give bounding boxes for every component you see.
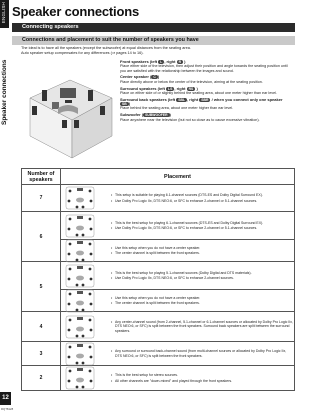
front-heading-end: ) (184, 59, 186, 64)
subwoofer-heading: Subwoofer ( (120, 112, 144, 118)
list-item: • Use this setup when you do not have a center speaker. (111, 246, 294, 250)
table-row (22, 212, 295, 240)
surround-back-text: Place behind the seating area, about one meter higher than ear level. (120, 106, 234, 111)
side-section-title: Speaker connections (1, 59, 8, 125)
chip-surround-left: LS (168, 86, 173, 91)
speaker-placement-mini-diagram (65, 342, 95, 366)
speaker-count: 6 (22, 212, 61, 262)
speaker-count: 2 (22, 366, 61, 391)
language-label: ENGLISH (1, 2, 6, 24)
chip-front-left: L (160, 60, 163, 64)
subwoofer-block (120, 113, 292, 122)
placement-notes (61, 296, 294, 305)
speaker-placement-mini-diagram (65, 239, 95, 263)
list-item: • Use this setup when you do not have a center speaker. (111, 296, 294, 300)
surround-heading-mid: , right (174, 85, 186, 91)
subsection-bar: Connections and placement to suit the number of speakers you have (12, 36, 295, 45)
chip-subwoofer: SUBWOOFER (145, 113, 168, 118)
placement-cell (61, 212, 295, 240)
chip-surround-back-single: SB (122, 102, 127, 107)
list-item: • Use Dolby Pro Logic IIx, DTS NEO:6, or SFC to enhance 2-channel sources. (111, 276, 294, 280)
list-item: • This is the best setup for playing 6.1-channel sources (DTS-ES and Dolby Digital Surround EX). (111, 221, 294, 225)
front-heading: Front speakers (left (120, 59, 158, 64)
list-item: • The center channel is split between the front speakers. (111, 251, 294, 255)
speaker-placement-mini-diagram (65, 366, 95, 390)
subwoofer-heading-end: ) (169, 112, 171, 118)
surround-speakers-block (120, 87, 292, 96)
speaker-count: 7 (22, 185, 61, 212)
list-item: • Any surround or surround back-channel sound (from multi-channel sources or allocated by Dolby Pro Logic IIx, DTS NEO:6, or SFC) is split between the front speakers. (111, 349, 294, 357)
placement-cell (61, 312, 295, 342)
placement-cell (61, 240, 295, 262)
table-row (22, 366, 295, 391)
center-speaker-block (120, 75, 292, 84)
page-number: 12 (0, 392, 11, 405)
chip-surround-right: RS (188, 86, 194, 91)
subwoofer-text: Place anywhere near the television (but not so close as to cause excessive vibration). (120, 117, 260, 122)
placement-notes (61, 349, 294, 357)
chip-center: C (153, 75, 156, 80)
surround-speakers-text: Place on either side of or slightly behind the seating area, about one meter higher than ear level. (120, 90, 278, 95)
table-row (22, 290, 295, 312)
surround-heading: Surround speakers (left (120, 85, 165, 91)
speaker-placement-mini-diagram (65, 289, 95, 313)
col-placement: Placement (61, 169, 295, 185)
placement-table-body (22, 185, 295, 391)
placement-notes (61, 320, 294, 333)
placement-notes (61, 373, 294, 382)
table-row (22, 312, 295, 342)
document-code: RQT8128 (1, 407, 14, 411)
list-item: • The center channel is split between the front speakers. (111, 301, 294, 305)
chip-front-right: R (178, 60, 182, 64)
speaker-placement-mini-diagram (65, 214, 95, 238)
placement-cell (61, 290, 295, 312)
list-item: • Use Dolby Pro Logic IIx, DTS NEO:6, or SFC to enhance 2-channel or 5.1-channel sources. (111, 226, 294, 230)
speaker-count: 4 (22, 312, 61, 342)
center-heading: Center speaker ( (120, 74, 152, 80)
surround-back-heading: Surround back speakers (left (120, 96, 176, 102)
intro-text (21, 46, 291, 55)
surround-heading-end: ) (196, 85, 198, 91)
list-item: • This is the best setup for playing 5.1-channel sources (Dolby Digital and DTS materials). (111, 271, 294, 275)
placement-cell (61, 366, 295, 391)
surround-back-block (120, 98, 292, 111)
chip-surround-back-left: SBL (178, 97, 186, 102)
speaker-placement-mini-diagram (65, 315, 95, 339)
front-speakers-block (120, 60, 292, 73)
page-title: Speaker connections (12, 4, 139, 19)
placement-cell (61, 262, 295, 290)
speaker-count: 5 (22, 262, 61, 312)
room-layout-diagram (22, 58, 117, 163)
language-tab (0, 0, 9, 28)
intro-line-2: Auto speaker setup compensates for any differences (⇒ pages 14 to 16). (21, 50, 144, 55)
speaker-placement-mini-diagram (65, 264, 95, 288)
chip-surround-back-right: SBR (201, 97, 209, 102)
center-speaker-text: Place directly above or below the center of the television, aiming at the seating position. (120, 79, 263, 84)
front-speakers-text: Place either side of the television, then adjust their position and angle towards the seating position until you are satisfied with the relationship between the images and sound. (120, 64, 288, 73)
table-row (22, 262, 295, 290)
list-item: • This setup is suitable for playing 6.1-channel sources (DTS-ES and Dolby Digital Surround EX). (111, 193, 294, 197)
list-item: • Any center-channel sound (from 2-channel, 5.1-channel or 6.1-channel sources or allocated by Dolby Pro Logic IIx, DTS NEO:6, or SFC) is split between the front speakers. Surround back speakers are split between the surround speakers. (111, 320, 294, 333)
placement-notes (61, 193, 294, 202)
table-row (22, 342, 295, 366)
placement-notes (61, 271, 294, 280)
surround-back-heading-end: ) (128, 101, 131, 107)
table-row (22, 185, 295, 212)
placement-descriptions (120, 60, 292, 125)
list-item: • Use Dolby Pro Logic IIx, DTS NEO:6, or SFC to enhance 2-channel or 5.1-channel sources. (111, 199, 294, 203)
placement-table (21, 168, 295, 391)
placement-notes (61, 221, 294, 230)
intro-line-1: The ideal is to have all the speakers (except the subwoofer) at equal distances from the seating area. (21, 46, 191, 50)
front-heading-mid: , right (164, 59, 176, 64)
placement-notes (61, 246, 294, 255)
center-heading-end: ) (157, 74, 160, 80)
table-row (22, 240, 295, 262)
col-number-of-speakers: Number of speakers (22, 169, 61, 185)
placement-cell (61, 185, 295, 212)
surround-back-heading-mid: , right (187, 96, 199, 102)
speaker-count: 3 (22, 342, 61, 366)
surround-back-heading-note: / when you connect only one speaker (211, 96, 283, 102)
section-bar: Connecting speakers (12, 23, 295, 32)
placement-cell (61, 342, 295, 366)
list-item: • This is the best setup for stereo sources. (111, 373, 294, 377)
speaker-placement-mini-diagram (65, 186, 95, 210)
list-item: • All other channels are "down-mixed" and played through the front speakers. (111, 379, 294, 383)
